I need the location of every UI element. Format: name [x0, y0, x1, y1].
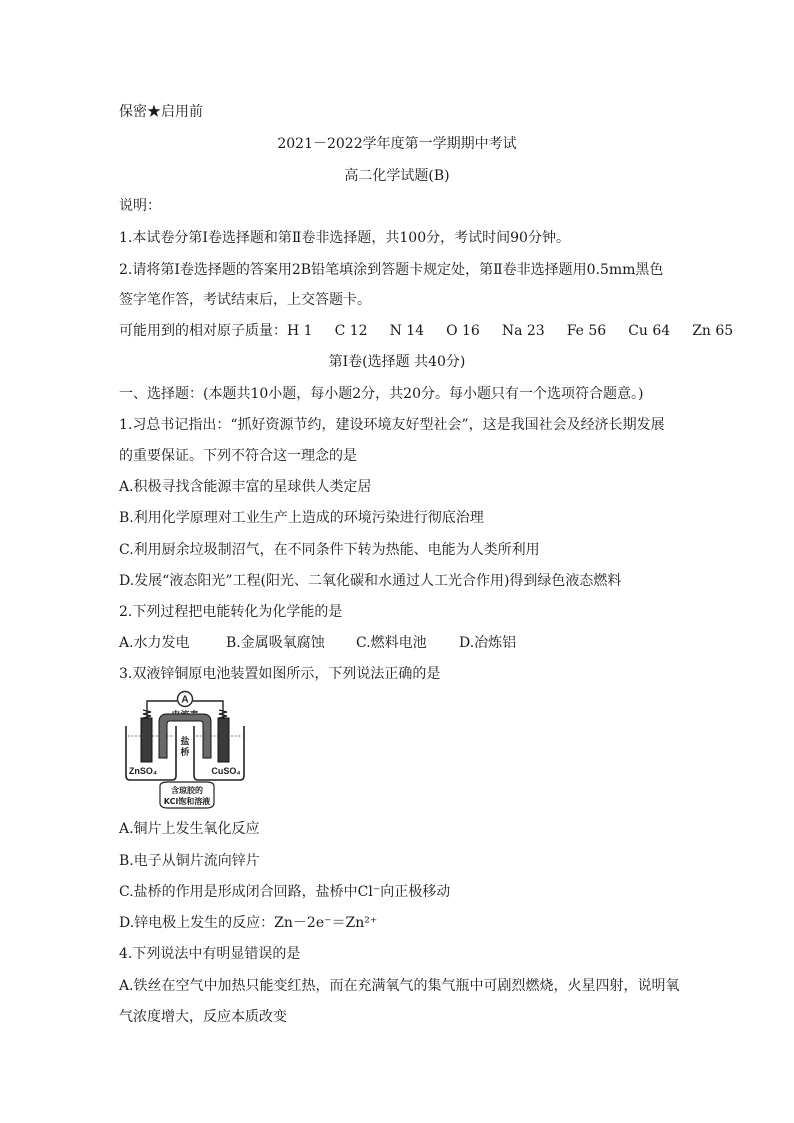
instruction-1: 1.本试卷分第Ⅰ卷选择题和第Ⅱ卷非选择题，共100分，考试时间90分钟。: [119, 230, 570, 246]
salt-bridge-label: 盐: [180, 737, 190, 747]
q1-option-b: B.利用化学原理对工业生产上造成的环境污染进行彻底治理: [119, 510, 484, 526]
caption-line-2: KCl饱和溶液: [163, 797, 211, 806]
q4-stem: 4.下列说法中有明显错误的是: [119, 946, 301, 962]
atomic-masses: [119, 323, 733, 339]
q1-option-d: D.发展“液态阳光”工程(阳光、二氧化碳和水通过人工光合作用)得到绿色液态燃料: [119, 573, 622, 589]
q3-option-b: B.电子从铜片流向锌片: [119, 853, 260, 869]
q1-stem-line-1: 1.习总书记指出：“抓好资源节约，建设环境友好型社会”，这是我国社会及经济长期发展: [119, 417, 665, 433]
right-solution-label: CuSO₄: [211, 766, 241, 776]
left-solution-label: ZnSO₄: [128, 766, 158, 776]
q2-stem: 2.下列过程把电能转化为化学能的是: [119, 604, 343, 620]
q1-option-a: A.积极寻找含能源丰富的星球供人类定居: [119, 479, 372, 495]
caption-line-1: 含琼胶的: [171, 786, 203, 795]
q4-option-a-line-1: A.铁丝在空气中加热只能变红热，而在充满氧气的集气瓶中可剧烈燃烧，火星四射，说明氧: [119, 978, 680, 994]
ammeter-symbol: A: [181, 694, 189, 706]
atomic-mass: N 14: [389, 323, 425, 339]
section-title: 第Ⅰ卷(选择题 共40分): [328, 354, 466, 370]
q4-option-a-line-2: 气浓度增大，反应本质改变: [119, 1009, 287, 1025]
atomic-mass: Na 23: [501, 323, 545, 339]
exam-title: 2021－2022学年度第一学期期中考试: [277, 136, 517, 152]
q1-option-c: C.利用厨余垃圾制沼气，在不同条件下转为热能、电能为人类所利用: [119, 542, 540, 558]
instruction-2-line-2: 签字笔作答，考试结束后，上交答题卡。: [119, 292, 371, 308]
instructions-heading: 说明：: [119, 198, 161, 214]
paper-title: 高二化学试题(B): [344, 168, 450, 184]
q2-options: [119, 635, 516, 651]
atomic-mass: O 16: [446, 323, 480, 339]
q2-option-d: D.冶炼铝: [459, 635, 517, 651]
q1-stem-line-2: 的重要保证。下列不符合这一理念的是: [119, 448, 357, 464]
q3-option-d: D.锌电极上发生的反应：Zn－2e⁻＝Zn²⁺: [119, 915, 378, 931]
q3-stem: 3.双液锌铜原电池装置如图所示，下列说法正确的是: [119, 666, 441, 682]
atomic-masses-label: 可能用到的相对原子质量：: [119, 323, 287, 339]
galvanic-cell-diagram: [120, 688, 250, 810]
q2-option-b: B.金属吸氧腐蚀: [226, 635, 325, 651]
copper-electrode: [218, 718, 229, 762]
q3-option-a: A.铜片上发生氧化反应: [119, 821, 260, 837]
atomic-mass: H 1: [287, 323, 313, 339]
part-heading: 一、选择题：(本题共10小题，每小题2分，共20分。每小题只有一个选项符合题意。): [119, 386, 644, 402]
atomic-mass: Cu 64: [628, 323, 671, 339]
q3-option-c: C.盐桥的作用是形成闭合回路，盐桥中Cl⁻向正极移动: [119, 884, 451, 900]
confidential-label: 保密★启用前: [119, 104, 203, 120]
q2-option-c: C.燃料电池: [356, 635, 427, 651]
atomic-mass: Fe 56: [566, 323, 607, 339]
q2-option-a: A.水力发电: [119, 635, 190, 651]
atomic-mass: C 12: [334, 323, 368, 339]
salt-bridge-label: 桥: [180, 748, 190, 758]
instruction-2-line-1: 2.请将第Ⅰ卷选择题的答案用2B铅笔填涂到答题卡规定处，第Ⅱ卷非选择题用0.5mm黑色: [119, 262, 664, 278]
atomic-mass: Zn 65: [692, 323, 734, 339]
zinc-electrode: [141, 718, 152, 762]
